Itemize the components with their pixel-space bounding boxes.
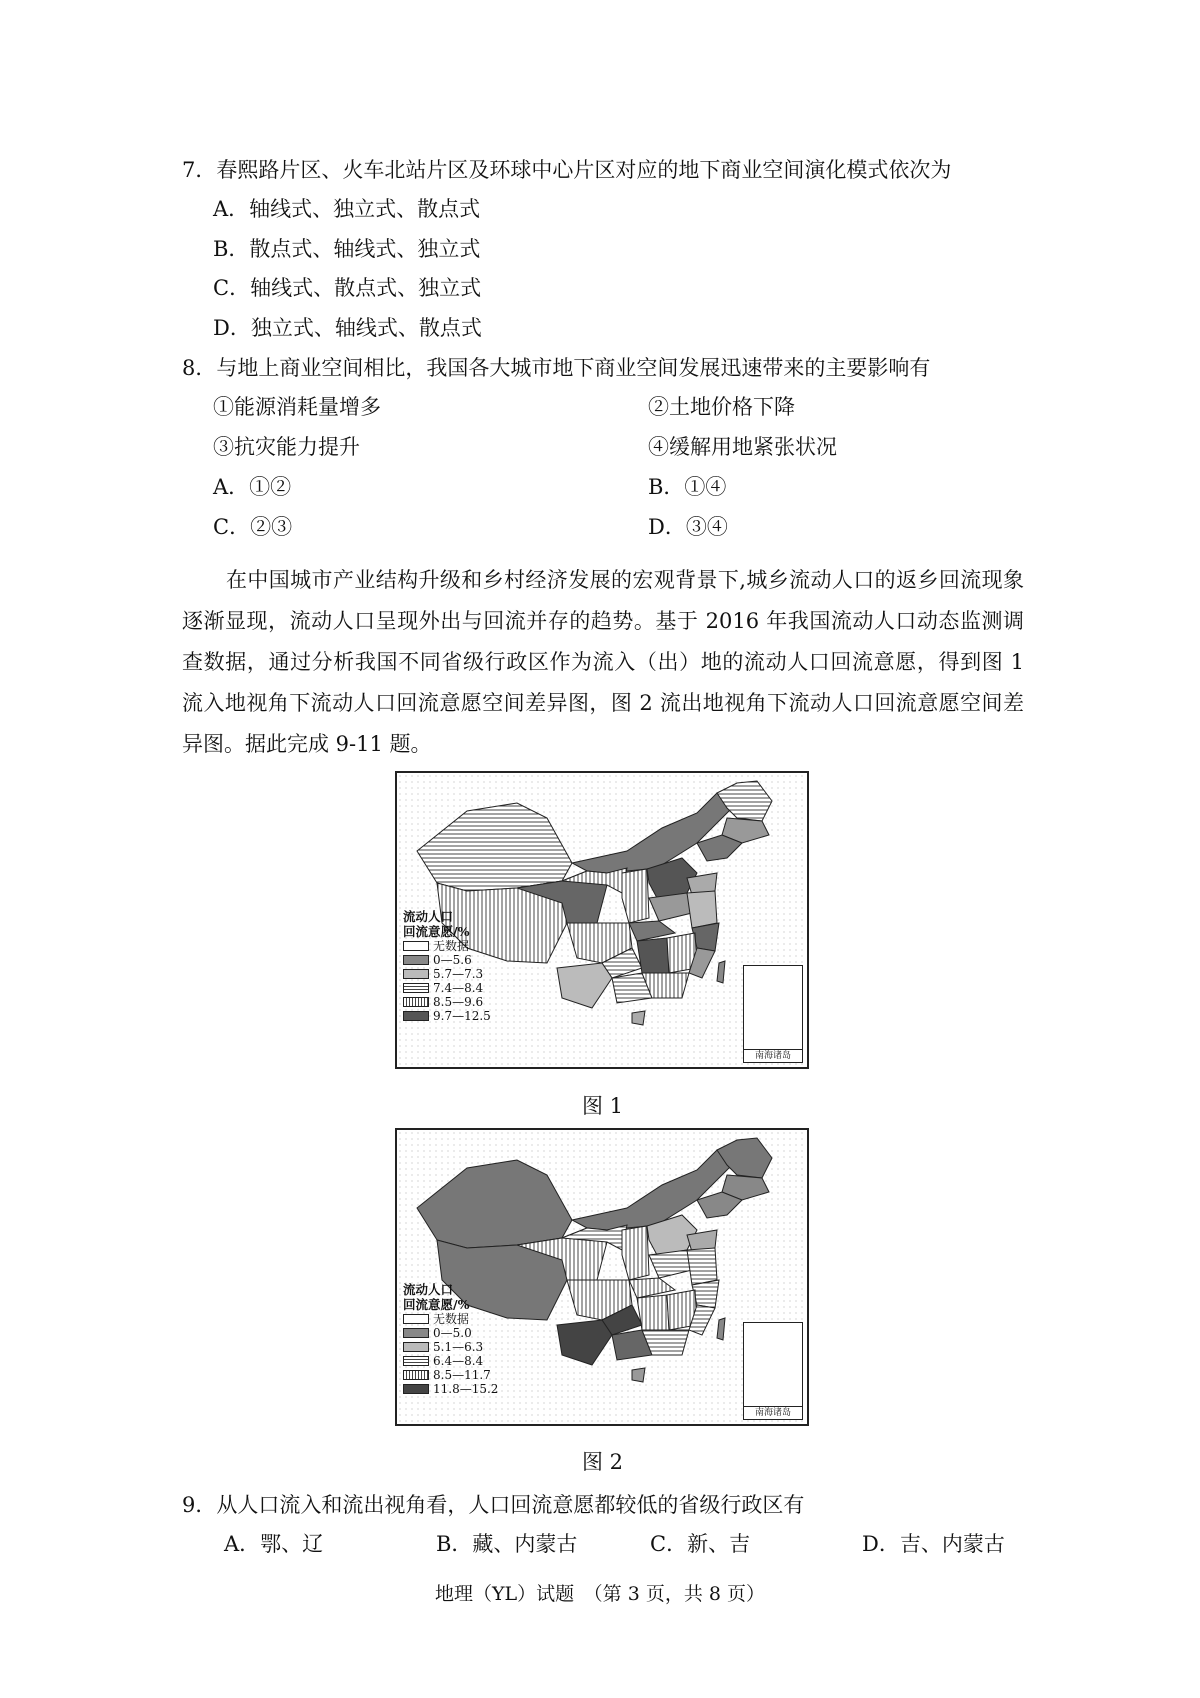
q8-stem: 8．与地上商业空间相比，我国各大城市地下商业空间发展迅速带来的主要影响有 (182, 356, 931, 380)
q8-item-2: ②土地价格下降 (648, 395, 795, 419)
figure-2-map (395, 1128, 809, 1426)
region-hainan (632, 1011, 645, 1025)
legend-fig1 (403, 909, 491, 1023)
page-footer: 地理（YL）试题 （第 3 页，共 8 页） (435, 1583, 765, 1605)
region-hunan (637, 1295, 669, 1330)
legend-title-line2: 回流意愿/% (403, 924, 470, 939)
passage (182, 560, 1024, 765)
inset-south-china-sea (743, 1322, 803, 1420)
q8-item-1: ①能源消耗量增多 (213, 395, 381, 419)
legend-title-line1: 流动人口 (403, 1282, 454, 1297)
legend-title-line1: 流动人口 (403, 909, 454, 924)
q7-option-c: C．轴线式、散点式、独立式 (213, 276, 482, 300)
region-hunan (637, 938, 669, 973)
legend-item: 7.4—8.4 (403, 981, 491, 995)
figure-1-caption: 图 1 (582, 1094, 624, 1118)
q9-stem: 9．从人口流入和流出视角看，人口回流意愿都较低的省级行政区有 (182, 1493, 805, 1517)
legend-item: 9.7—12.5 (403, 1009, 491, 1023)
figure-1-map (395, 771, 809, 1069)
region-anhui-jiangsu (687, 891, 717, 928)
q9-option-d: D．吉、内蒙古 (862, 1532, 1005, 1556)
q8-option-b: B．①④ (648, 475, 727, 499)
legend-item: 8.5—9.6 (403, 995, 491, 1009)
q7-stem: 7．春熙路片区、火车北站片区及环球中心片区对应的地下商业空间演化模式依次为 (182, 158, 952, 182)
q8-option-d: D．③④ (648, 515, 728, 539)
legend-item: 0—5.0 (403, 1326, 498, 1340)
figure-2-caption: 图 2 (582, 1450, 624, 1474)
legend-title-line2: 回流意愿/% (403, 1297, 470, 1312)
region-hainan (632, 1368, 645, 1382)
q8-option-a: A．①② (213, 475, 292, 499)
q8-option-c: C．②③ (213, 515, 293, 539)
q9-option-a: A．鄂、辽 (224, 1532, 324, 1556)
inset-label: 南海诸岛 (744, 1406, 802, 1419)
inset-south-china-sea (743, 965, 803, 1063)
legend-item: 6.4—8.4 (403, 1354, 498, 1368)
legend-item: 11.8—15.2 (403, 1382, 498, 1396)
region-anhui-jiangsu (687, 1248, 717, 1285)
legend-item: 5.1—6.3 (403, 1340, 498, 1354)
q8-item-4: ④缓解用地紧张状况 (648, 435, 837, 459)
q7-option-a: A．轴线式、独立式、散点式 (213, 197, 481, 221)
legend-item: 8.5—11.7 (403, 1368, 498, 1382)
legend-fig2 (403, 1282, 498, 1396)
legend-item: 无数据 (403, 939, 491, 953)
legend-item: 无数据 (403, 1312, 498, 1326)
q9-option-c: C．新、吉 (650, 1532, 751, 1556)
q7-option-b: B．散点式、轴线式、独立式 (213, 237, 481, 261)
passage-text: 在中国城市产业结构升级和乡村经济发展的宏观背景下,城乡流动人口的返乡回流现象逐渐显现，流动人口呈现外出与回流并存的趋势。基于 2016 年我国流动人口动态监测调查数据，通过分析我国不同省级行政区作为流入（出）地的流动人口回流意愿，得到图 1 流入地视角下流动人口回流意愿空间差异图，图 2 流出地视角下流动人口回流意愿空间差异图。据此完成 9-11 题。 (182, 568, 1024, 756)
q9-option-b: B．藏、内蒙古 (436, 1532, 578, 1556)
q8-item-3: ③抗灾能力提升 (213, 435, 360, 459)
legend-item: 5.7—7.3 (403, 967, 491, 981)
inset-label: 南海诸岛 (744, 1049, 802, 1062)
legend-item: 0—5.6 (403, 953, 491, 967)
q7-option-d: D．独立式、轴线式、散点式 (213, 316, 482, 340)
